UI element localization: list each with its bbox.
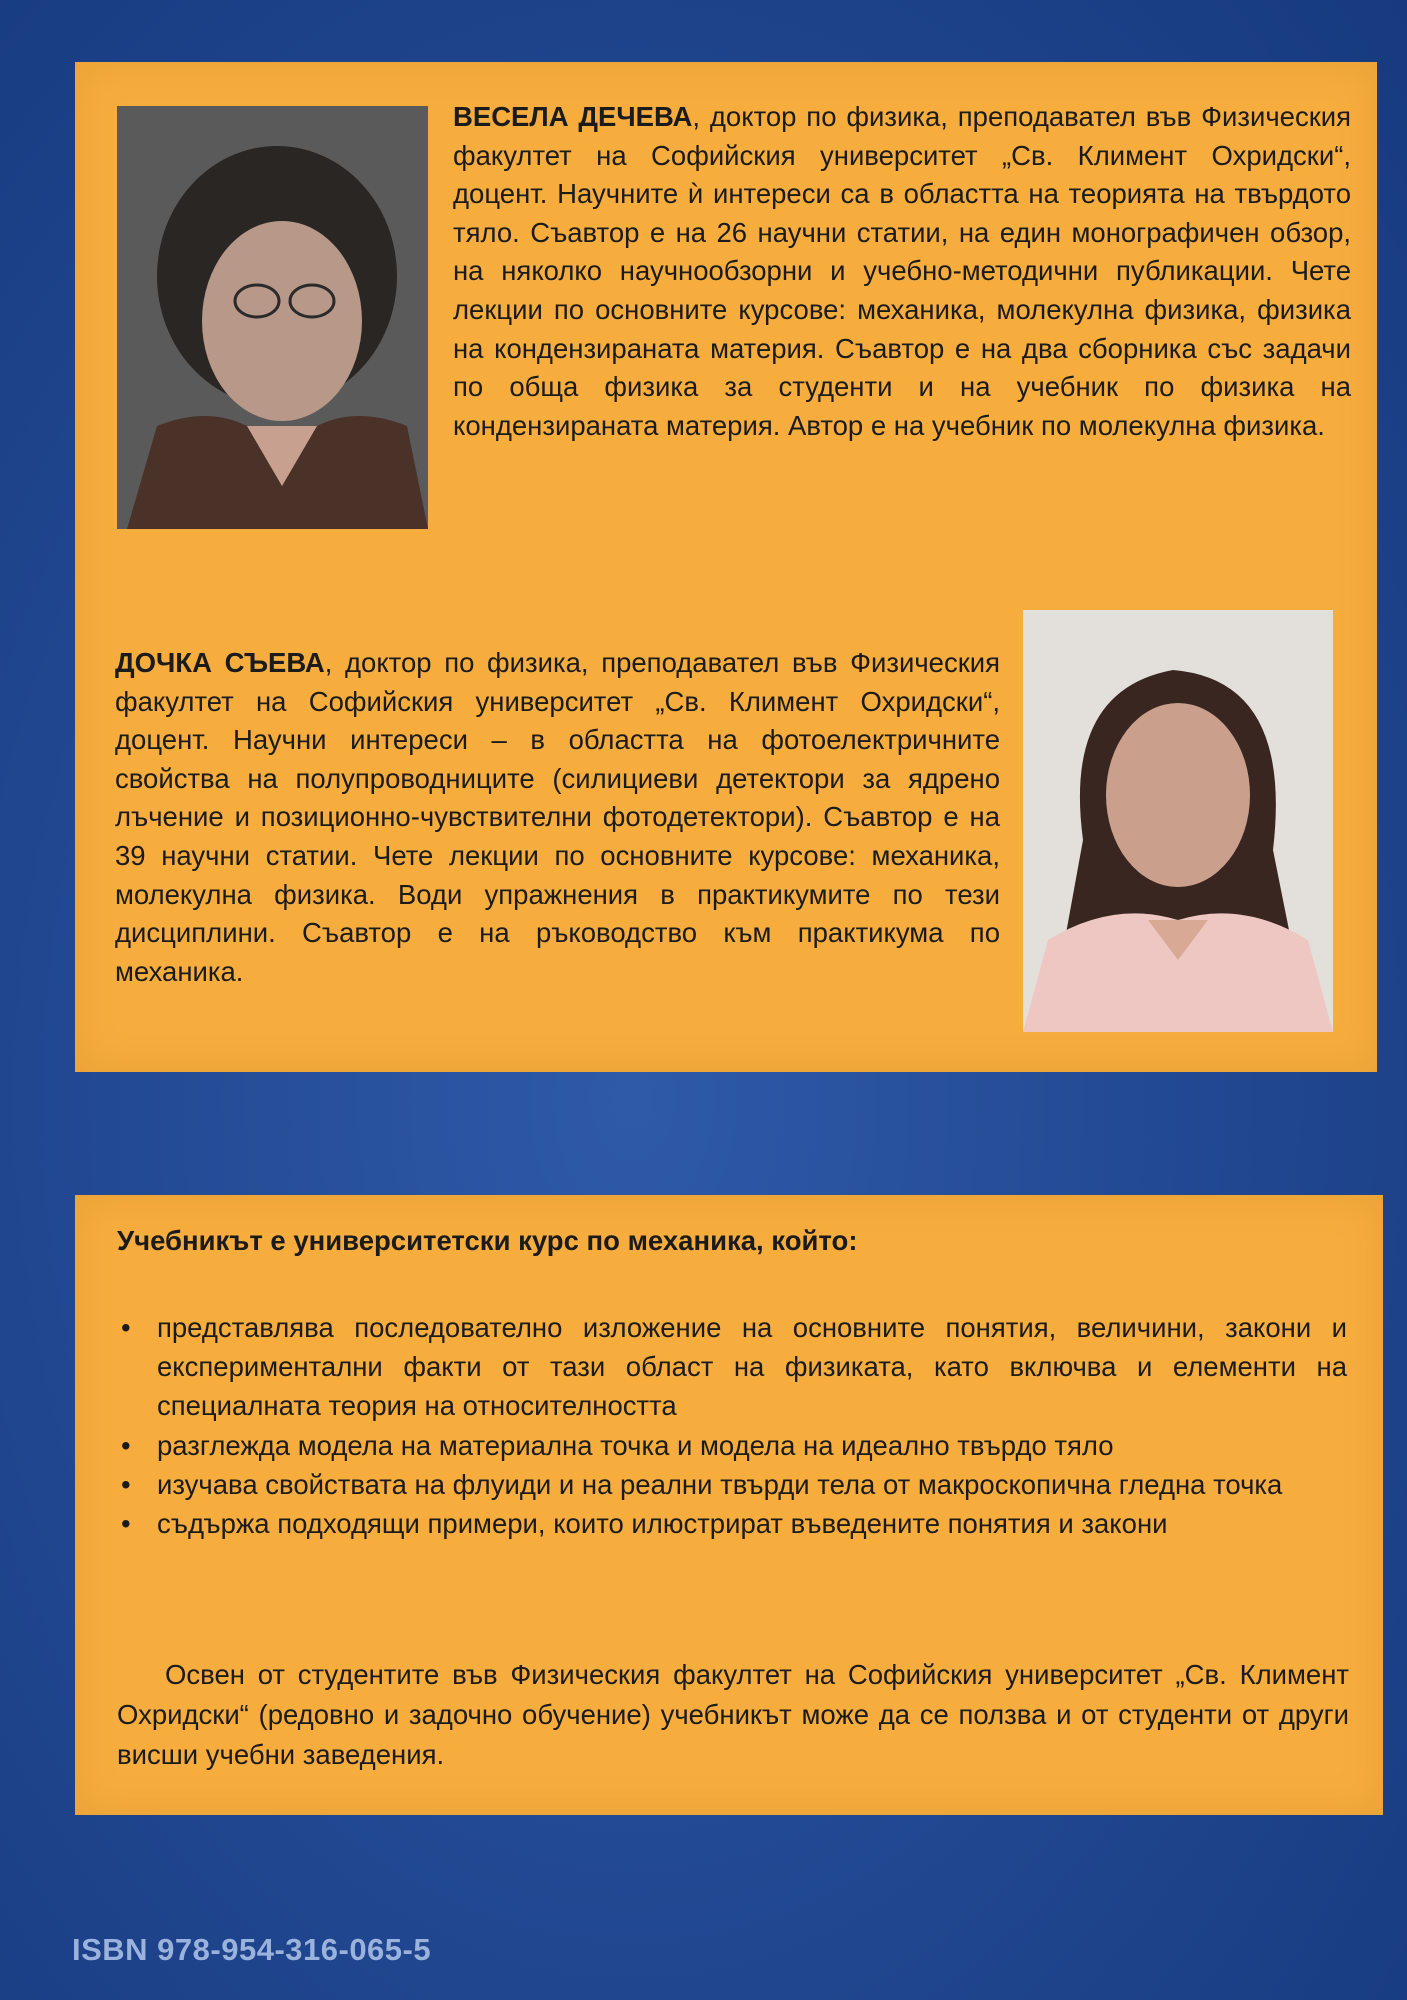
isbn-label: ISBN 978-954-316-065-5 [72, 1932, 432, 1967]
course-heading: Учебникът е университетски курс по механика, който: [117, 1225, 858, 1256]
list-item: • представлява последователно изложение на основните понятия, величини, закони и експериментални факти от тази област на физиката, като включва и елементи на специалната теория на относителността [117, 1308, 1347, 1426]
list-item: • разглежда модела на материална точка и модела на идеално твърдо тяло [117, 1426, 1347, 1465]
course-features-list [117, 1308, 1347, 1543]
author2-name: ДОЧКА СЪЕВА [115, 647, 325, 678]
author1-photo [117, 106, 428, 529]
author1-portrait-image [117, 106, 428, 529]
course-panel [75, 1195, 1383, 1815]
author2-photo [1023, 610, 1333, 1032]
bullet-icon: • [121, 1468, 131, 1500]
bullet-icon: • [121, 1508, 131, 1540]
author2-bio-text: , доктор по физика, преподавател във Физическия факултет на Софийския университет „Св. Климент Охридски“, доцент. Научни интереси – в областта на фотоелектричните свойства на полупроводниците (силициеви детектори за ядрено лъчение и позиционно-чувствителни фотодетектори). Съавтор е на 39 научни статии. Чете лекции по основните курсове: механика, молекулна физика. Води упражнения в практикумите по тези дисциплини. Съавтор е на ръководство към практикума по механика. [115, 647, 1000, 987]
authors-panel [75, 62, 1377, 1072]
author2-portrait-image [1023, 610, 1333, 1032]
author1-bio [453, 98, 1351, 445]
list-item: • съдържа подходящи примери, които илюстрират въведените понятия и закони [117, 1504, 1347, 1543]
course-note: Освен от студентите във Физическия факултет на Софийския университет „Св. Климент Охридски“ (редовно и задочно обучение) учебникът може да се ползва и от студенти от други висши учебни заведения. [117, 1659, 1349, 1770]
bullet-icon: • [121, 1429, 131, 1461]
author1-name: ВЕСЕЛА ДЕЧЕВА [453, 101, 693, 132]
author1-bio-text: , доктор по физика, преподавател във Физическия факултет на Софийския университет „Св. Климент Охридски“, доцент. Научните ѝ интереси са в областта на теорията на твърдото тяло. Съавтор е на 26 научни статии, на един монографичен обзор, на няколко научнообзорни и учебно-методични публикации. Чете лекции по основните курсове: механика, молекулна физика, физика на кондензираната материя. Съавтор е на два сборника със задачи по обща физика за студенти и на учебник по физика на кондензираната материя. Автор е на учебник по молекулна физика. [453, 101, 1351, 441]
list-item: • изучава свойствата на флуиди и на реални твърди тела от макроскопична гледна точка [117, 1465, 1347, 1504]
author2-bio [115, 644, 1000, 991]
bullet-icon: • [121, 1312, 131, 1343]
